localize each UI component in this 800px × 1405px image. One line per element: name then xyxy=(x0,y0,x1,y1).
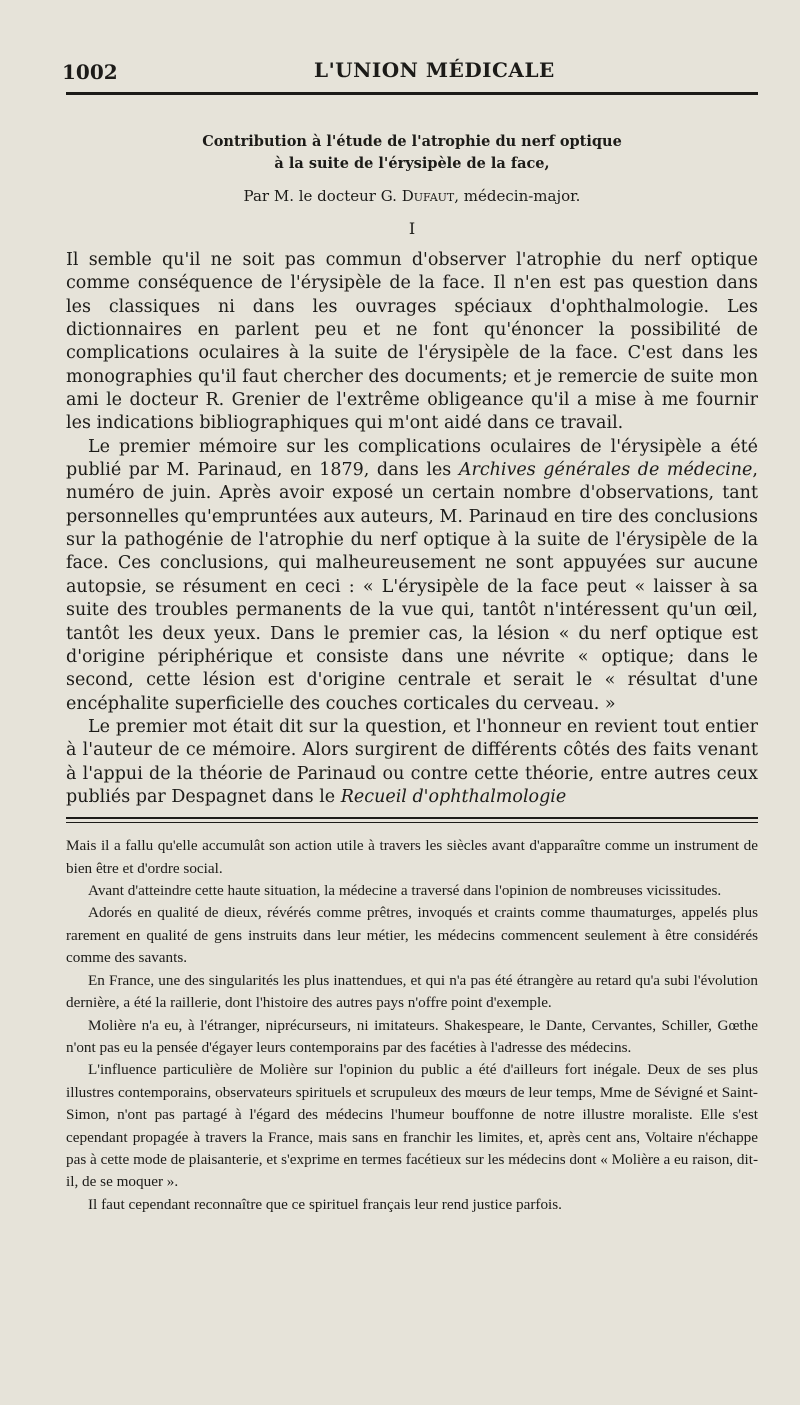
feuilleton-paragraph-4: En France, une des singularités les plus inattendues, et qui n'a pas été étrangère au retard qu'a subi l'évolution dernière, a été la raillerie, dont l'histoire des autres pays n'offre point d'exemple. xyxy=(66,971,758,1012)
paragraph-3-text-a: Le premier mot était dit sur la question, et l'honneur en revient tout entier à l'auteur de ce mémoire. Alors surgirent de différents côtés des faits venant à l'appui de la théorie de Parinaud ou contre cette théorie, entre autres ceux publiés par Despagnet dans le xyxy=(66,716,758,807)
byline-author: Dufaut xyxy=(401,187,455,205)
byline-prefix: Par M. le docteur G. xyxy=(243,187,397,205)
journal-page xyxy=(0,52,800,1405)
paragraph-2-text-a: Le premier mémoire sur les complications oculaires de l'érysipèle a été publié par M. Parinaud, en 1879, dans les xyxy=(66,436,758,481)
article-paragraph-2 xyxy=(66,436,758,716)
feuilleton-paragraph-6: L'influence particulière de Molière sur l'opinion du public a été d'ailleurs fort inégale. Deux de ses plus illustres contemporains, observateurs spirituels et scrupuleux des mœurs de leur temps, Mme de Sévigné et Saint-Simon, n'ont pas partagé à l'égard des médecins l'humeur bouffonne de notre illustre moraliste. Elle s'est cependant propagée à travers la France, mais sans en franchir les limites, et, après cent ans, Voltaire n'échappe pas à cette mode de plaisanterie, et s'exprime en termes facétieux sur les médecins dont « Molière a eu raison, dit-il, de se moquer ». xyxy=(66,1061,758,1191)
article-title xyxy=(66,131,758,175)
article-paragraph-3 xyxy=(66,716,758,809)
feuilleton-divider xyxy=(66,817,758,823)
article-title-line-2: à la suite de l'érysipèle de la face, xyxy=(274,155,550,172)
journal-citation-recueil: Recueil d'ophthalmologie xyxy=(340,786,567,807)
feuilleton-paragraph-1: Mais il a fallu qu'elle accumulât son action utile à travers les siècles avant d'apparaître comme un instrument de bien être et d'ordre social. xyxy=(66,837,758,877)
feuilleton-paragraph-3: Adorés en qualité de dieux, révérés comme prêtres, invoqués et craints comme thaumaturges, appelés plus rarement en qualité de gens instruits dans leur métier, les médecins commencent seulement à être considérés comme des savants. xyxy=(66,904,758,967)
article-paragraph-1: Il semble qu'il ne soit pas commun d'observer l'atrophie du nerf optique comme conséquence de l'érysipèle de la face. Il n'en est pas question dans les classiques ni dans les ouvrages spéciaux d'ophthalmologie. Les dictionnaires en parlent peu et ne font qu'énoncer la possibilité de complications oculaires à la suite de l'érysipèle de la face. C'est dans les monographies qu'il faut chercher des documents; et je remercie de suite mon ami le docteur R. Grenier de l'extrême obligeance qu'il a mise à me fournir les indications bibliographiques qui m'ont aidé dans ce travail. xyxy=(66,250,758,434)
article-title-line-1: Contribution à l'étude de l'atrophie du nerf optique xyxy=(202,133,622,150)
byline-suffix: , médecin-major. xyxy=(454,187,581,205)
feuilleton-text xyxy=(66,835,758,1216)
running-head xyxy=(62,52,758,95)
journal-title: L'UNION MÉDICALE xyxy=(314,58,555,82)
feuilleton-paragraph-2: Avant d'atteindre cette haute situation, la médecine a traversé dans l'opinion de nombreuses vicissitudes. xyxy=(88,882,722,900)
paragraph-2-text-b: , numéro de juin. Après avoir exposé un certain nombre d'observations, tant personnelles qu'empruntées aux auteurs, M. Parinaud en tire des conclusions sur la pathogénie de l'atrophie du nerf optique à la suite de l'érysipèle de la face. Ces conclusions, qui malheureusement ne sont appuyées sur aucune autopsie, se résument en ceci : « L'érysipèle de la face peut « laisser à sa suite des troubles permanents de la vue qui, tantôt n'intéressent qu'un œil, tantôt les deux yeux. Dans le premier cas, la lésion « du nerf optique est d'origine périphérique et consiste dans une névrite « optique; dans le second, cette lésion est d'origine centrale et serait le « résultat d'une encéphalite superficielle des couches corticales du cerveau. » xyxy=(66,460,758,714)
journal-citation-archives: Archives générales de médecine xyxy=(458,460,753,481)
article-body xyxy=(66,249,758,809)
feuilleton-paragraph-5: Molière n'a eu, à l'étranger, niprécurseurs, ni imitateurs. Shakespeare, le Dante, Cervantes, Schiller, Gœthe n'ont pas eu la pensée d'égayer leurs contemporains par des facéties à l'adresse des médecins. xyxy=(66,1016,758,1056)
article-byline xyxy=(66,185,758,207)
feuilleton-paragraph-7: Il faut cependant reconnaître que ce spirituel français leur rend justice parfois. xyxy=(88,1195,562,1213)
section-numeral: I xyxy=(408,219,416,238)
page-number: 1002 xyxy=(62,60,118,84)
